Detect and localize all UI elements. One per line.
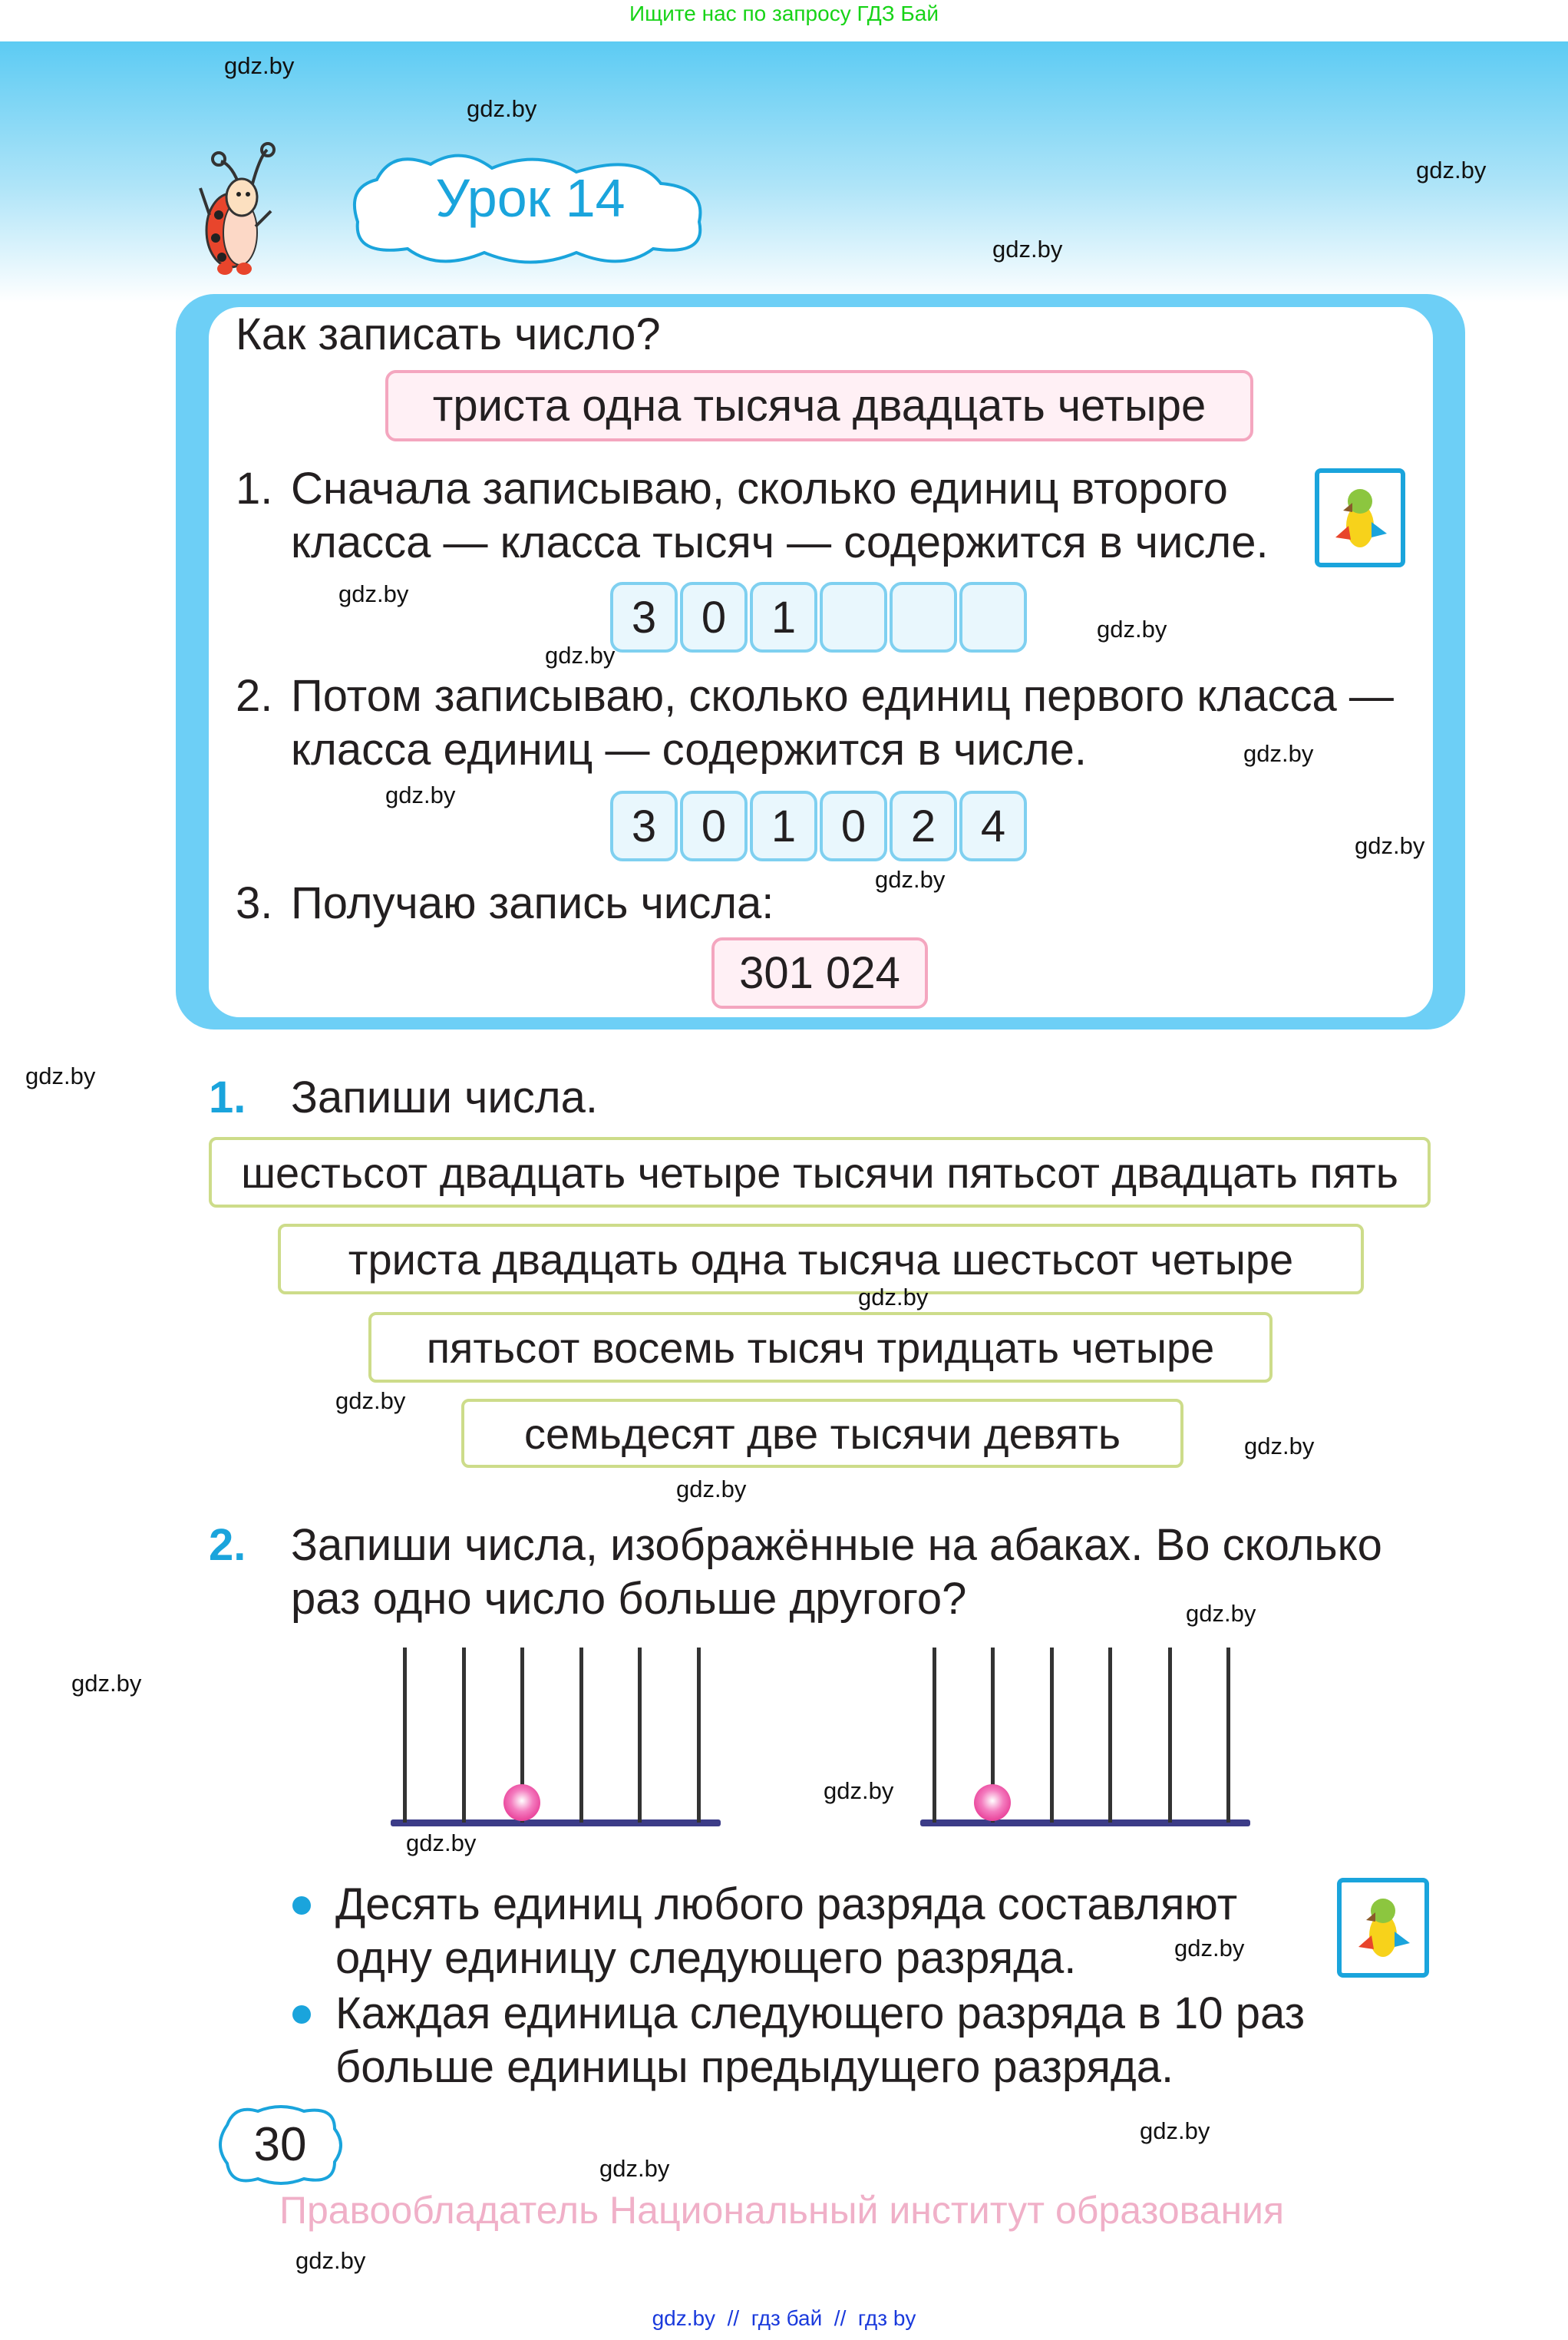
watermark: gdz.by <box>1097 616 1167 643</box>
watermark: gdz.by <box>335 1387 406 1414</box>
abacus-rod <box>1108 1648 1112 1823</box>
exercise-1-number: 1. <box>209 1072 246 1122</box>
watermark: gdz.by <box>25 1063 96 1089</box>
abacus-bead <box>503 1784 540 1821</box>
watermark: gdz.by <box>385 782 456 808</box>
abacus-rod <box>933 1648 936 1823</box>
exercise-2-number: 2. <box>209 1520 246 1570</box>
parrot-icon <box>1337 1878 1429 1978</box>
watermark: gdz.by <box>545 642 616 669</box>
watermark: gdz.by <box>858 1284 929 1310</box>
bullet-icon <box>292 1896 311 1915</box>
copyright: Правообладатель Национальный институт образования <box>279 2189 1285 2232</box>
abacus-rod <box>1226 1648 1230 1823</box>
watermark: gdz.by <box>224 52 295 79</box>
step-2-line-1: Потом записываю, сколько единиц первого класса — <box>291 671 1394 721</box>
watermark: gdz.by <box>992 236 1063 263</box>
ladybug-icon <box>194 142 302 276</box>
abacus-base <box>391 1819 721 1826</box>
watermark: gdz.by <box>875 866 946 893</box>
note-1-line-2: одну единицу следующего разряда. <box>335 1933 1077 1983</box>
watermark: gdz.by <box>1140 2117 1210 2144</box>
digit-cell: 1 <box>750 582 817 653</box>
note-1-line-1: Десять единиц любого разряда составляют <box>335 1879 1238 1929</box>
bullet-icon <box>292 2005 311 2024</box>
step-1-number: 1. <box>236 464 273 514</box>
watermark: gdz.by <box>1243 740 1314 767</box>
digit-cell <box>820 582 887 653</box>
step-2-number: 2. <box>236 671 273 721</box>
step-1-line-1: Сначала записываю, сколько единиц второго <box>291 464 1228 514</box>
number-words-item: шестьсот двадцать четыре тысячи пятьсот двадцать пять <box>209 1137 1431 1208</box>
digits-row-2 <box>610 791 1027 861</box>
abacus-rod <box>1168 1648 1172 1823</box>
parrot-icon <box>1315 468 1405 567</box>
step-1-line-2: класса — класса тысяч — содержится в числе. <box>291 517 1269 567</box>
note-2-line-1: Каждая единица следующего разряда в 10 раз <box>335 1988 1306 2038</box>
number-words-item: семьдесят две тысячи девять <box>461 1399 1183 1468</box>
digit-cell: 1 <box>750 791 817 861</box>
abacus-base <box>920 1819 1250 1826</box>
step-3-number: 3. <box>236 878 273 928</box>
exercise-2-line-1: Запиши числа, изображённые на абаках. Во сколько <box>291 1520 1382 1570</box>
watermark: gdz.by <box>1244 1433 1315 1459</box>
page-number: 30 <box>253 2118 307 2171</box>
watermark: gdz.by <box>599 2155 670 2182</box>
step-3-text: Получаю запись числа: <box>291 878 774 928</box>
number-words-item: триста двадцать одна тысяча шестьсот четыре <box>278 1224 1364 1294</box>
abacus-rod <box>1050 1648 1054 1823</box>
abacus-rod <box>579 1648 583 1823</box>
watermark: gdz.by <box>1174 1935 1245 1962</box>
top-banner[interactable]: Ищите нас по запросу ГДЗ Бай <box>629 2 939 25</box>
digit-cell: 0 <box>680 791 748 861</box>
watermark: gdz.by <box>406 1829 477 1856</box>
digit-cell: 2 <box>890 791 957 861</box>
digit-cell: 0 <box>820 791 887 861</box>
digit-cell <box>890 582 957 653</box>
abacus-rod <box>462 1648 466 1823</box>
abacus-bead <box>974 1784 1011 1821</box>
digits-row-1 <box>610 582 1027 653</box>
number-words-item: пятьсот восемь тысяч тридцать четыре <box>368 1312 1273 1383</box>
digit-cell: 4 <box>959 791 1027 861</box>
watermark: gdz.by <box>467 95 537 122</box>
watermark: gdz.by <box>676 1476 747 1502</box>
lesson-title: Урок 14 <box>435 168 626 228</box>
note-2-line-2: больше единицы предыдущего разряда. <box>335 2042 1174 2092</box>
result-box: 301 024 <box>711 937 928 1009</box>
watermark: gdz.by <box>1186 1600 1256 1627</box>
exercise-1-title: Запиши числа. <box>291 1072 598 1122</box>
digit-cell: 3 <box>610 582 678 653</box>
number-words-box: триста одна тысяча двадцать четыре <box>385 370 1253 441</box>
abacus-rod <box>697 1648 701 1823</box>
digit-cell: 0 <box>680 582 748 653</box>
rule-question: Как записать число? <box>236 309 661 359</box>
watermark: gdz.by <box>295 2247 366 2274</box>
step-2-line-2: класса единиц — содержится в числе. <box>291 725 1087 775</box>
footer-links[interactable]: gdz.by // гдз бай // гдз by <box>652 2306 916 2330</box>
exercise-2-line-2: раз одно число больше другого? <box>291 1574 967 1624</box>
digit-cell <box>959 582 1027 653</box>
watermark: gdz.by <box>1355 832 1425 859</box>
digit-cell: 3 <box>610 791 678 861</box>
watermark: gdz.by <box>338 580 409 607</box>
abacus-rod <box>638 1648 642 1823</box>
abacus-rod <box>403 1648 407 1823</box>
watermark: gdz.by <box>1416 157 1487 183</box>
watermark: gdz.by <box>71 1670 142 1697</box>
watermark: gdz.by <box>824 1777 894 1804</box>
